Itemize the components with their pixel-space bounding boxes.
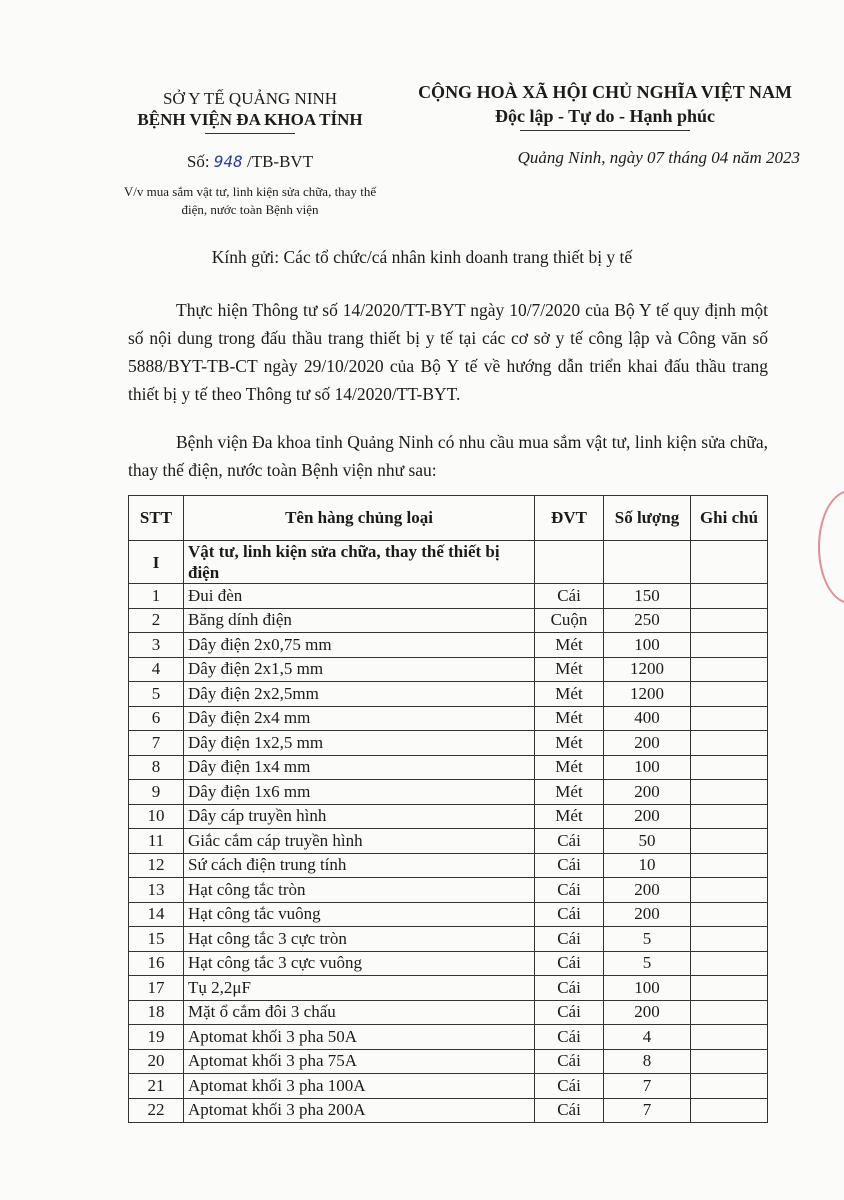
table-row bbox=[129, 780, 768, 805]
cell-note bbox=[691, 608, 768, 633]
cell-note bbox=[691, 1074, 768, 1099]
table-row bbox=[129, 584, 768, 609]
cell-qty: 1200 bbox=[604, 682, 691, 707]
table-row bbox=[129, 1098, 768, 1123]
cell-stt: 11 bbox=[129, 829, 184, 854]
cell-name: Hạt công tắc 3 cực vuông bbox=[184, 951, 535, 976]
cell-note bbox=[691, 829, 768, 854]
cell-note bbox=[691, 657, 768, 682]
cell-stt: 7 bbox=[129, 731, 184, 756]
cell-name: Sứ cách điện trung tính bbox=[184, 853, 535, 878]
cell-qty: 50 bbox=[604, 829, 691, 854]
cell-note bbox=[691, 804, 768, 829]
cell-note bbox=[691, 584, 768, 609]
cell-unit: Mét bbox=[535, 633, 604, 658]
table-row bbox=[129, 902, 768, 927]
cell-unit: Cái bbox=[535, 927, 604, 952]
cell-unit: Mét bbox=[535, 682, 604, 707]
cell-note bbox=[691, 706, 768, 731]
cell-unit: Cái bbox=[535, 1098, 604, 1123]
table-row bbox=[129, 1000, 768, 1025]
cell-unit: Cái bbox=[535, 584, 604, 609]
section-name: Vật tư, linh kiện sửa chữa, thay thế thiết bị điện bbox=[184, 541, 535, 584]
cell-name: Aptomat khối 3 pha 100A bbox=[184, 1074, 535, 1099]
cell-unit: Mét bbox=[535, 706, 604, 731]
cell-name: Dây điện 2x0,75 mm bbox=[184, 633, 535, 658]
table-row bbox=[129, 657, 768, 682]
cell-qty: 200 bbox=[604, 878, 691, 903]
national-motto bbox=[405, 80, 805, 128]
section-note bbox=[691, 541, 768, 584]
country-name: CỘNG HOÀ XÃ HỘI CHỦ NGHĨA VIỆT NAM bbox=[418, 82, 792, 102]
cell-qty: 100 bbox=[604, 976, 691, 1001]
table-row bbox=[129, 1074, 768, 1099]
cell-name: Dây điện 2x2,5mm bbox=[184, 682, 535, 707]
cell-qty: 8 bbox=[604, 1049, 691, 1074]
cell-name: Hạt công tắc 3 cực tròn bbox=[184, 927, 535, 952]
cell-name: Tụ 2,2μF bbox=[184, 976, 535, 1001]
cell-qty: 10 bbox=[604, 853, 691, 878]
section-unit bbox=[535, 541, 604, 584]
cell-stt: 2 bbox=[129, 608, 184, 633]
body-paragraph-2 bbox=[128, 428, 768, 484]
cell-qty: 5 bbox=[604, 951, 691, 976]
cell-unit: Cái bbox=[535, 853, 604, 878]
cell-stt: 8 bbox=[129, 755, 184, 780]
cell-note bbox=[691, 1049, 768, 1074]
cell-name: Băng dính điện bbox=[184, 608, 535, 633]
table-row bbox=[129, 682, 768, 707]
cell-qty: 5 bbox=[604, 927, 691, 952]
cell-unit: Cái bbox=[535, 1025, 604, 1050]
header-name: Tên hàng chủng loại bbox=[184, 496, 535, 541]
cell-name: Hạt công tắc tròn bbox=[184, 878, 535, 903]
cell-stt: 12 bbox=[129, 853, 184, 878]
cell-unit: Mét bbox=[535, 731, 604, 756]
cell-stt: 1 bbox=[129, 584, 184, 609]
cell-stt: 13 bbox=[129, 878, 184, 903]
cell-unit: Mét bbox=[535, 755, 604, 780]
hospital-name: BỆNH VIỆN ĐA KHOA TỈNH bbox=[137, 110, 363, 129]
cell-note bbox=[691, 878, 768, 903]
cell-note bbox=[691, 853, 768, 878]
cell-unit: Cái bbox=[535, 878, 604, 903]
cell-name: Aptomat khối 3 pha 75A bbox=[184, 1049, 535, 1074]
cell-unit: Mét bbox=[535, 804, 604, 829]
red-stamp-partial bbox=[818, 490, 844, 604]
cell-qty: 150 bbox=[604, 584, 691, 609]
cell-note bbox=[691, 902, 768, 927]
cell-qty: 200 bbox=[604, 731, 691, 756]
items-table bbox=[128, 495, 768, 1123]
header-unit: ĐVT bbox=[535, 496, 604, 541]
cell-stt: 22 bbox=[129, 1098, 184, 1123]
table-row bbox=[129, 1049, 768, 1074]
cell-note bbox=[691, 731, 768, 756]
table-row bbox=[129, 804, 768, 829]
cell-note bbox=[691, 682, 768, 707]
cell-stt: 18 bbox=[129, 1000, 184, 1025]
doc-prefix: Số: bbox=[186, 152, 210, 171]
cell-qty: 100 bbox=[604, 755, 691, 780]
cell-name: Mặt ổ cắm đôi 3 chấu bbox=[184, 1000, 535, 1025]
cell-name: Aptomat khối 3 pha 200A bbox=[184, 1098, 535, 1123]
table-row bbox=[129, 927, 768, 952]
table-row bbox=[129, 853, 768, 878]
section-stt: I bbox=[129, 541, 184, 584]
section-qty bbox=[604, 541, 691, 584]
cell-note bbox=[691, 1098, 768, 1123]
table-header-row bbox=[129, 496, 768, 541]
table-row bbox=[129, 755, 768, 780]
cell-stt: 6 bbox=[129, 706, 184, 731]
cell-qty: 400 bbox=[604, 706, 691, 731]
doc-number-handwritten: 948 bbox=[213, 152, 243, 171]
cell-qty: 7 bbox=[604, 1074, 691, 1099]
paragraph-text: Thực hiện Thông tư số 14/2020/TT-BYT ngày 10/7/2020 của Bộ Y tế quy định một số nội dung trong đấu thầu trang thiết bị y tế tại các cơ sở y tế công lập và Công văn số 5888/BYT-TB-CT ngày 29/10/2020 của Bộ Y tế về hướng dẫn triển khai đấu thầu trang thiết bị y tế theo Thông tư số 14/2020/TT-BYT. bbox=[128, 300, 768, 404]
cell-stt: 17 bbox=[129, 976, 184, 1001]
table-row bbox=[129, 976, 768, 1001]
cell-note bbox=[691, 755, 768, 780]
recipient: Kính gửi: Các tổ chức/cá nhân kinh doanh trang thiết bị y tế bbox=[211, 247, 633, 267]
table-row bbox=[129, 829, 768, 854]
cell-unit: Cái bbox=[535, 1074, 604, 1099]
cell-qty: 200 bbox=[604, 902, 691, 927]
table-row bbox=[129, 706, 768, 731]
motto: Độc lập - Tự do - Hạnh phúc bbox=[494, 106, 716, 126]
cell-name: Giắc cắm cáp truyền hình bbox=[184, 829, 535, 854]
cell-unit: Cái bbox=[535, 1000, 604, 1025]
cell-note bbox=[691, 1000, 768, 1025]
cell-note bbox=[691, 976, 768, 1001]
cell-name: Đui đèn bbox=[184, 584, 535, 609]
table-row bbox=[129, 1025, 768, 1050]
cell-unit: Cái bbox=[535, 829, 604, 854]
cell-stt: 3 bbox=[129, 633, 184, 658]
cell-unit: Mét bbox=[535, 780, 604, 805]
table-row bbox=[129, 951, 768, 976]
parent-agency: SỞ Y TẾ QUẢNG NINH bbox=[162, 89, 338, 108]
cell-qty: 200 bbox=[604, 804, 691, 829]
cell-stt: 10 bbox=[129, 804, 184, 829]
cell-name: Dây điện 1x2,5 mm bbox=[184, 731, 535, 756]
cell-unit: Mét bbox=[535, 657, 604, 682]
cell-name: Aptomat khối 3 pha 50A bbox=[184, 1025, 535, 1050]
header-note: Ghi chú bbox=[691, 496, 768, 541]
section-row bbox=[129, 541, 768, 584]
org-underline bbox=[205, 133, 295, 134]
document-number bbox=[100, 152, 400, 172]
cell-name: Dây điện 1x6 mm bbox=[184, 780, 535, 805]
cell-name: Dây điện 2x1,5 mm bbox=[184, 657, 535, 682]
cell-note bbox=[691, 780, 768, 805]
subject-line-1: V/v mua sắm vật tư, linh kiện sửa chữa, thay thế bbox=[123, 184, 377, 199]
cell-unit: Cái bbox=[535, 976, 604, 1001]
cell-stt: 5 bbox=[129, 682, 184, 707]
table-row bbox=[129, 633, 768, 658]
cell-qty: 250 bbox=[604, 608, 691, 633]
cell-note bbox=[691, 951, 768, 976]
table-row bbox=[129, 731, 768, 756]
cell-stt: 19 bbox=[129, 1025, 184, 1050]
table-row bbox=[129, 878, 768, 903]
cell-unit: Cái bbox=[535, 951, 604, 976]
cell-stt: 15 bbox=[129, 927, 184, 952]
cell-stt: 16 bbox=[129, 951, 184, 976]
header-stt: STT bbox=[129, 496, 184, 541]
header-qty: Số lượng bbox=[604, 496, 691, 541]
cell-unit: Cuộn bbox=[535, 608, 604, 633]
cell-note bbox=[691, 1025, 768, 1050]
cell-qty: 1200 bbox=[604, 657, 691, 682]
cell-name: Dây cáp truyền hình bbox=[184, 804, 535, 829]
cell-qty: 200 bbox=[604, 780, 691, 805]
motto-underline bbox=[520, 130, 690, 131]
subject-line-2: điện, nước toàn Bệnh viện bbox=[181, 202, 319, 217]
body-paragraph-1 bbox=[128, 296, 768, 408]
issue-date: Quảng Ninh, ngày 07 tháng 04 năm 2023 bbox=[517, 148, 800, 167]
cell-stt: 9 bbox=[129, 780, 184, 805]
cell-name: Dây điện 2x4 mm bbox=[184, 706, 535, 731]
cell-name: Hạt công tắc vuông bbox=[184, 902, 535, 927]
cell-note bbox=[691, 927, 768, 952]
cell-unit: Cái bbox=[535, 902, 604, 927]
cell-unit: Cái bbox=[535, 1049, 604, 1074]
cell-stt: 21 bbox=[129, 1074, 184, 1099]
cell-qty: 200 bbox=[604, 1000, 691, 1025]
cell-note bbox=[691, 633, 768, 658]
cell-name: Dây điện 1x4 mm bbox=[184, 755, 535, 780]
table-row bbox=[129, 608, 768, 633]
cell-qty: 4 bbox=[604, 1025, 691, 1050]
issuing-organization bbox=[100, 88, 400, 130]
cell-qty: 7 bbox=[604, 1098, 691, 1123]
cell-stt: 20 bbox=[129, 1049, 184, 1074]
cell-qty: 100 bbox=[604, 633, 691, 658]
cell-stt: 14 bbox=[129, 902, 184, 927]
doc-suffix: /TB-BVT bbox=[246, 152, 314, 171]
paragraph-text: Bệnh viện Đa khoa tỉnh Quảng Ninh có nhu cầu mua sắm vật tư, linh kiện sửa chữa, thay thế điện, nước toàn Bệnh viện như sau: bbox=[128, 432, 768, 480]
cell-stt: 4 bbox=[129, 657, 184, 682]
document-subject bbox=[100, 183, 400, 219]
